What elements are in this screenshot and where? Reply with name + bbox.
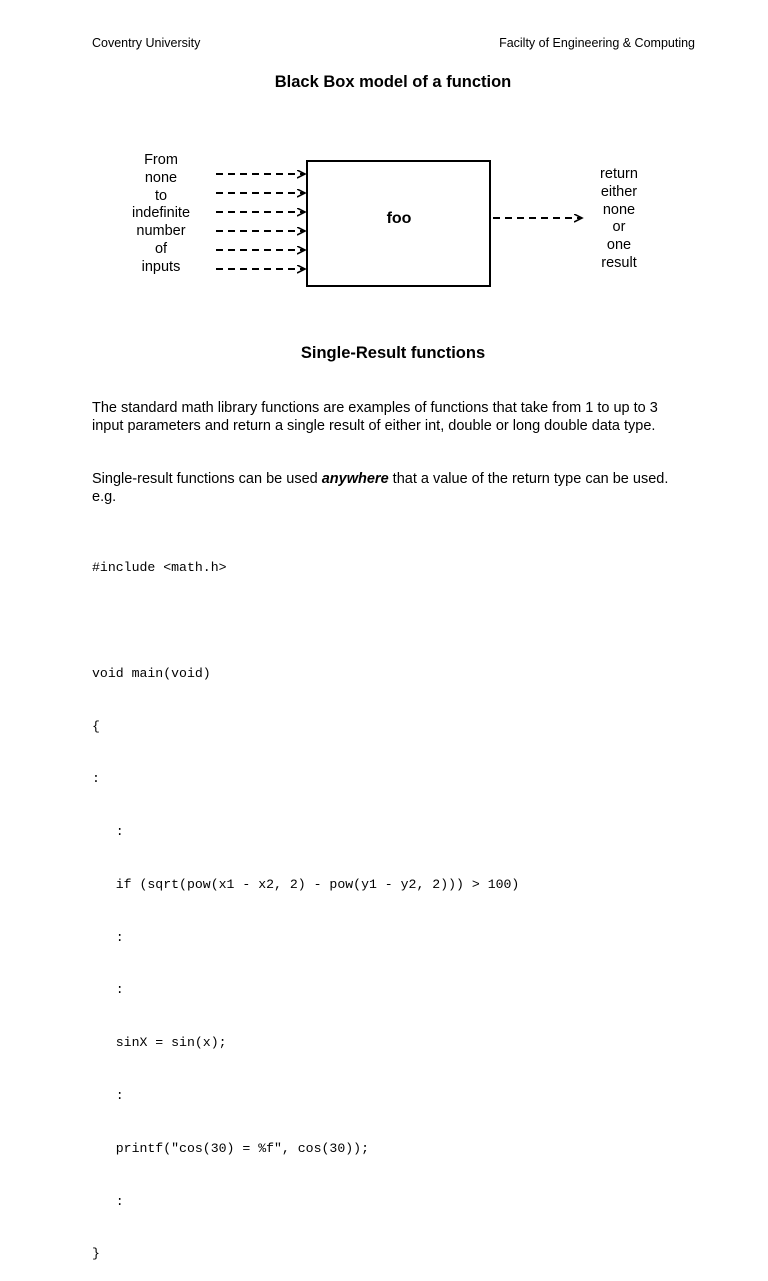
output-label-line: result [601,254,637,271]
inputs-label-line: indefinite [131,205,191,222]
paragraph-text: Single-result functions can be used [92,471,322,487]
inputs-label-line: inputs [141,258,181,275]
code-line: : [92,982,124,998]
code-line: : [92,824,124,840]
code-line: : [92,1088,124,1103]
inputs-label-line: none [144,169,178,186]
code-line: : [92,1193,124,1209]
code-line: void main(void) [92,665,211,681]
inputs-label [120,152,202,277]
paragraph-usage [92,470,692,506]
code-line [92,612,519,630]
code-line: if (sqrt(pow(x1 - x2, 2) - pow(y1 - y2, 2))) > 100) [92,876,520,892]
output-label-line: or [612,219,626,236]
code-line: printf("cos(30) = %f", cos(30)); [92,1140,369,1156]
paragraph-math-library: The standard math library functions are examples of functions that take from 1 to up to 3 input parameters and return a single result of either int, double or long double data type. [92,400,658,435]
black-box-diagram [0,140,768,310]
code-line: : [92,929,124,945]
code-line: sinX = sin(x); [92,1035,227,1051]
paragraph-text: that a value of the return type can be used. e.g. [92,471,669,506]
code-example [92,524,519,1281]
section-title-black-box: Black Box model of a function [274,73,512,91]
section-title-single-result: Single-Result functions [300,344,486,362]
output-label-line: return [600,166,638,182]
output-label [589,166,649,273]
code-line: #include <math.h> [92,560,227,576]
function-name-label: foo [386,210,412,227]
code-line: { [92,718,100,734]
inputs-label-line: From [144,152,178,168]
output-label-line: either [600,183,638,200]
inputs-label-line: of [154,240,168,257]
output-label-line: none [602,201,636,218]
code-line: } [92,1246,100,1262]
inputs-label-line: number [136,223,186,240]
header-faculty: Facilty of Engineering & Computing [499,36,695,50]
header-institution: Coventry University [92,36,201,50]
code-line: : [92,771,100,787]
output-label-line: one [606,237,632,254]
inputs-label-line: to [154,187,168,204]
emphasis-anywhere: anywhere [321,471,389,487]
